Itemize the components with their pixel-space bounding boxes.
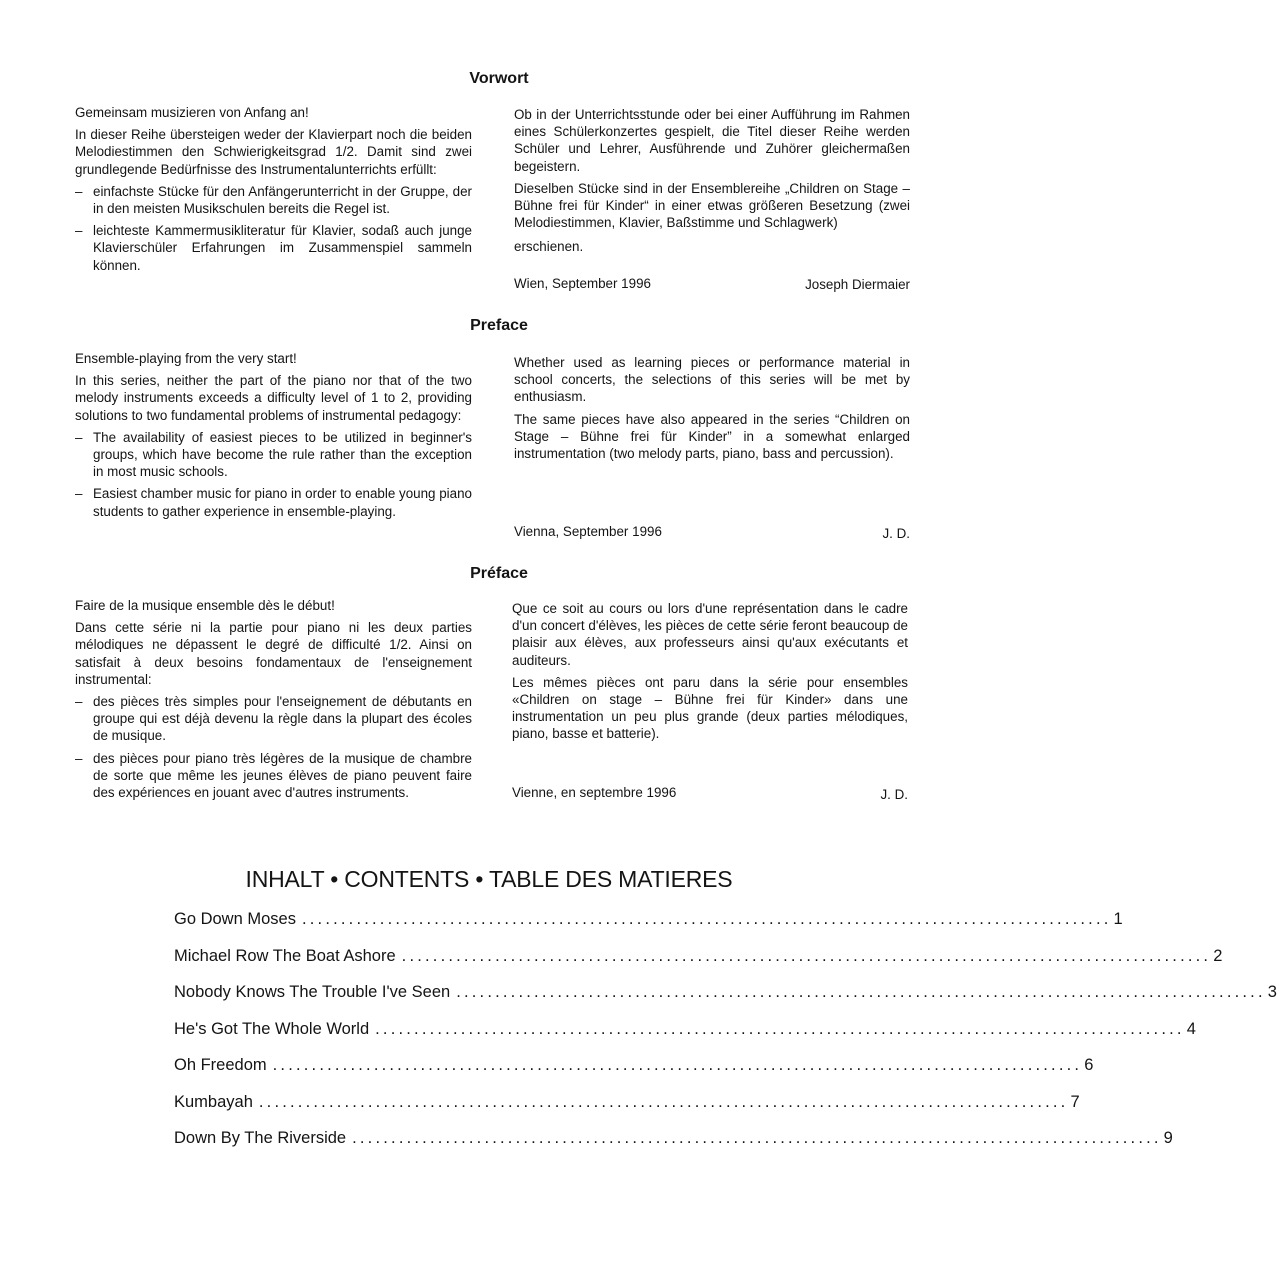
preface-en-left-intro: Ensemble-playing from the very start! (75, 351, 297, 366)
preface-fr-heading: Préface (470, 565, 528, 582)
preface-fr-right-paragraph: Les mêmes pièces ont paru dans la série pour ensembles «Children on stage – Bühne frei für Kinder» dans une instrumentation un peu plus grande (deux parties mélodiques, piano, basse et batterie). (512, 674, 908, 742)
preface-fr-right-paragraph: Que ce soit au cours ou lors d'une représentation dans le cadre d'un concert d'élèves, les pièces de cette série feront beaucoup de plaisir aux élèves, aux professeurs ainsi qu'aux exécutants et auditeurs. (512, 601, 908, 668)
toc-entry[interactable] (174, 946, 1223, 984)
preface-en-heading: Preface (470, 317, 528, 334)
preface-fr-place-date: Vienne, en septembre 1996 (512, 785, 677, 800)
toc-entry-page: 6 (1084, 1056, 1094, 1074)
contents-heading: INHALT • CONTENTS • TABLE DES MATIERES (245, 866, 733, 892)
toc-dot-leader: ........................................................................................................ (375, 1019, 1185, 1038)
toc-dot-leader: ........................................................................................................ (301, 910, 1112, 928)
preface-fr-left-intro: Faire de la musique ensemble dès le début! (75, 598, 335, 613)
toc-entry-title: Kumbayah (174, 1092, 253, 1111)
table-of-contents (174, 910, 1277, 1166)
preface-en-place-date: Vienna, September 1996 (514, 524, 662, 539)
vorwort-right-column (514, 106, 910, 261)
toc-entry-title: He's Got The Whole World (174, 1019, 370, 1038)
toc-entry-title: Oh Freedom (174, 1056, 267, 1074)
vorwort-author: Joseph Diermaier (805, 277, 910, 292)
preface-en-author: J. D. (882, 526, 910, 541)
toc-dot-leader: ........................................................................................................ (258, 1092, 1069, 1111)
preface-fr-bullet: – des pièces pour piano très légères de la musique de chambre de sorte que même les jeunes élèves de piano peuvent faire des expériences en jouant avec d'autres instruments. (75, 750, 472, 802)
preface-en-left-column (75, 350, 472, 525)
toc-dot-leader: ........................................................................................................ (272, 1056, 1083, 1074)
preface-en-bullet: – Easiest chamber music for piano in order to enable young piano students to gather experience in ensemble-playing. (75, 485, 472, 519)
vorwort-left-intro: Gemeinsam musizieren von Anfang an! (75, 105, 309, 120)
toc-entry[interactable] (174, 1019, 1196, 1057)
preface-en-right-paragraph: Whether used as learning pieces or performance material in school concerts, the selections of this series will be met by enthusiasm. (514, 355, 910, 405)
preface-en-bullet: – The availability of easiest pieces to be utilized in beginner's groups, which have become the rule rather than the exception in most music schools. (75, 429, 472, 481)
toc-entry-page: 4 (1186, 1019, 1196, 1038)
vorwort-place-date: Wien, September 1996 (514, 276, 651, 291)
preface-en-bullet-list (75, 429, 472, 520)
toc-dot-leader: ........................................................................................................ (352, 1129, 1162, 1147)
vorwort-bullet: – einfachste Stücke für den Anfängerunterricht in der Gruppe, der in den meisten Musikschulen bereits die Regel ist. (75, 183, 472, 217)
toc-entry-title: Nobody Knows The Trouble I've Seen (174, 983, 451, 1001)
toc-entry-page: 1 (1113, 910, 1123, 928)
toc-entry[interactable] (174, 1129, 1173, 1166)
vorwort-right-paragraph: Ob in der Unterrichtsstunde oder bei einer Aufführung im Rahmen eines Schülerkonzertes gespielt, die Titel dieser Reihe werden Schüler und Lehrer, Ausführende und Zuhörer gleichermaßen begeistern. (514, 107, 910, 174)
preface-en-right-column (514, 354, 910, 467)
preface-fr-left-paragraph: Dans cette série ni la partie pour piano ni les deux parties mélodiques ne dépassent le degré de difficulté 1/2. Ainsi on satisfait à deux besoins fondamentaux de l'enseignement instrumental: (75, 620, 472, 687)
preface-fr-bullet: – des pièces très simples pour l'enseignement de débutants en groupe qui est déjà devenu la règle dans la plupart des écoles de musique. (75, 693, 472, 745)
preface-fr-author: J. D. (880, 787, 908, 802)
toc-entry-title: Down By The Riverside (174, 1129, 347, 1147)
toc-dot-leader: ........................................................................................................ (456, 983, 1266, 1001)
toc-entry[interactable] (174, 983, 1277, 1020)
vorwort-bullet-list (75, 183, 472, 274)
toc-entry-page: 2 (1213, 946, 1223, 965)
toc-entry-page: 3 (1267, 983, 1277, 1001)
vorwort-left-paragraph: In dieser Reihe übersteigen weder der Klavierpart noch die beiden Melodiestimmen den Schwierigkeitsgrad 1/2. Damit sind zwei grundlegende Bedürfnisse des Instrumentalunterrichts erfüllt: (75, 127, 472, 177)
toc-dot-leader: ........................................................................................................ (401, 946, 1212, 965)
vorwort-right-paragraph: erschienen. (514, 239, 584, 255)
vorwort-heading: Vorwort (469, 70, 529, 87)
vorwort-right-paragraph: Dieselben Stücke sind in der Ensemblereihe „Children on Stage – Bühne frei für Kinder“ in einer etwas größeren Besetzung (zwei Melodiestimmen, Klavier, Baßstimme und Schlagwerk) (514, 180, 910, 231)
toc-entry[interactable] (174, 1056, 1094, 1093)
toc-entry[interactable] (174, 1092, 1080, 1130)
preface-fr-right-column (512, 600, 908, 748)
vorwort-left-column (75, 104, 472, 279)
toc-entry-page: 9 (1163, 1129, 1173, 1147)
vorwort-bullet: – leichteste Kammermusikliteratur für Klavier, sodaß auch junge Klavierschüler Erfahrungen im Zusammenspiel sammeln können. (75, 222, 472, 274)
preface-en-left-paragraph: In this series, neither the part of the piano nor that of the two melody instruments exceeds a difficulty level of 1 to 2, providing solutions to two fundamental problems of instrumental pedagogy: (75, 373, 472, 423)
preface-fr-bullet-list (75, 693, 472, 801)
toc-entry-page: 7 (1070, 1092, 1080, 1111)
toc-entry[interactable] (174, 910, 1123, 947)
toc-entry-title: Go Down Moses (174, 910, 296, 928)
toc-entry-title: Michael Row The Boat Ashore (174, 946, 396, 965)
preface-en-right-paragraph: The same pieces have also appeared in the series “Children on Stage – Bühne frei für Kinder” in a somewhat enlarged instrumentation (two melody parts, piano, bass and percussion). (514, 411, 910, 462)
preface-fr-left-column (75, 597, 472, 806)
